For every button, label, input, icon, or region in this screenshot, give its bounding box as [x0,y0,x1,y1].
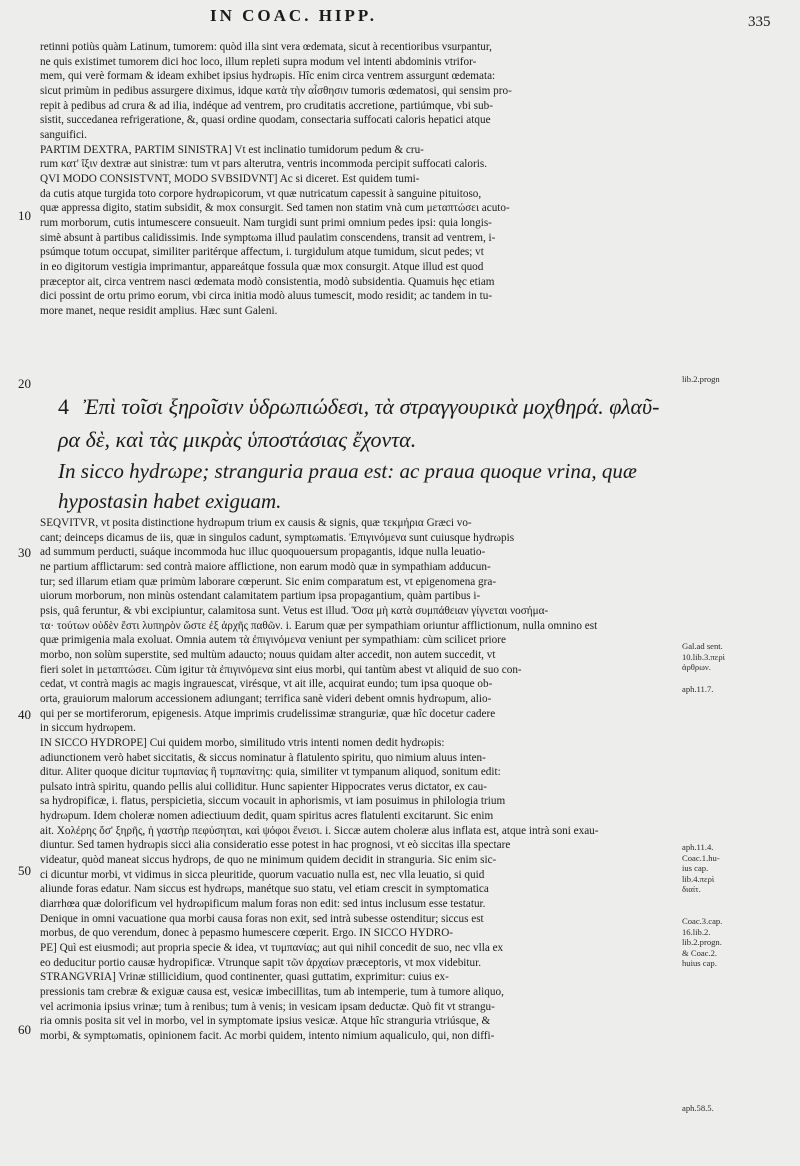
text-line: psis, quâ feruntur, & vbi excipiuntur, calamitosa sunt. Vetus est illud. Ὅσα μὴ κατὰ συμπάθειαν γίγνεται νοσήμα- [40,604,549,617]
text-line: sistit, succedanea refrigeratione, &, quasi ordine quodam, consectaria suffocati caloris hepatici atque [40,114,491,127]
text-line: orta, grauiorum malorum accessionem adiungant; terrifica sanè videri debent omnis hydrωpum, alio- [40,692,492,705]
line-number-20: 20 [18,376,31,391]
text-line: in eo digitorum vestigia imprimantur, appareátque fossula quæ mox consurgit. Atque illud est quod [40,260,484,273]
text-line: sa hydropificæ, i. flatus, perspicietia, siccum vocauit in aphorismis, vt iam posuimus in philologia trium [40,795,506,808]
line-number-60: 60 [18,1022,31,1037]
text-line: sicut primùm in pedibus assurgere diximus, idque κατὰ τὴν αἶσθησιν tumoris œdematosi, qui sensim pro- [40,84,512,97]
text-line: QVI MODO CONSISTVNT, MODO SVBSIDVNT] Ac si diceret. Est quidem tumi- [40,172,420,185]
text-line: aliunde foras edatur. Nam siccus est hydrωps, manétque suo statu, vel etiam crescit in symptomatica [40,883,489,896]
aphorism-latin: In sicco hydrωpe; stranguria praua est: ac praua quoque vrina, quæ hypostasin habet exiguam. [58,459,637,513]
aphorism-greek-text: Ἐπὶ τοῖσι ξηροῖσιν ὑδρωπιώδεσι, τὰ στραγγουρικὰ μοχθηρά. φλαῦ-ρα δὲ, καὶ τὰς μικρὰς ὑποστάσιας ἔχοντα. [58,394,660,452]
text-line: fieri solet in μεταπτώσει. Cùm igitur τὰ ἐπιγινόμενα sint eius morbi, qui tantùm abest vt aliquid de suo con- [40,663,522,676]
text-line: morbus, de quo verendum, donec à pepasmo humescere cœperit. Ergo. IN SICCO HYDRO- [40,927,454,940]
text-line: PARTIM DEXTRA, PARTIM SINISTRA] Vt est inclinatio tumidorum pedum & cru- [40,143,424,156]
text-line: da cutis atque turgida toto corpore hydrωpicorum, vt quæ nutricatum capessit à sanguine pituitoso, [40,187,482,200]
text-line: rum morborum, cutis intumescere consueuit. Nam turgidi sunt primi omnium pedes ipsi: quia longis- [40,216,492,229]
line-number-40: 40 [18,707,31,722]
text-line: in siccum hydrωpem. [40,722,136,735]
text-line: tur; sed illarum etiam quæ primùm laborare cœperunt. Sic enim comparatum est, vt epigenomena gra- [40,575,497,588]
text-line: ne partium afflictarum: sed contrà maiore afflictione, non earum modò quæ in sympathiam adducun- [40,560,491,573]
side-note-aph-11-7: aph.11.7. [682,684,714,694]
text-line: ria omnis posita sit vel in morbo, vel in symptomate ipsius vesicæ. Atque hîc stranguria vtriúsque, & [40,1015,491,1028]
text-line: simè absunt à partibus calidissimis. Inde symptωma illud paulatim conscendens, transit ad ventrem, i- [40,231,496,244]
text-line: SEQVITVR, vt posita distinctione hydrωpum trium ex causis & signis, quæ τεκμήρια Græci vo- [40,517,472,529]
text-line: diuntur. Sed tamen hydrωpis sicci alia consideratio esse potest in hac prognosi, vt eò siccitas illa spectare [40,839,511,852]
text-line: quæ primigenia mala exoluat. Omnia autem τὰ ἐπιγινόμενα veniunt per sympathiam: cùm scilicet priore [40,634,506,647]
text-line: morbi, & symptωmatis, opinionem facit. Ac morbi quidem, intento nimium aqualiculo, qui, non diffi- [40,1029,495,1042]
text-line: psúmque totum occupat, similiter paritérque affectum, i. turgidulum atque tumidum, sicut pedes; vt [40,246,484,259]
commentary-bottom [40,516,676,1044]
side-note-aph-58-5: aph.58.5. [682,1103,714,1113]
text-line: IN SICCO HYDROPE] Cui quidem morbo, similitudo vtris intenti nomen dedit hydrωpis: [40,736,445,749]
text-line: more manet, neque residit amplius. Hæc sunt Galeni. [40,304,278,317]
side-note-galen: Gal.ad sent. 10.lib.3.περὶ ἀρθρων. [682,641,725,672]
aphorism-number: 4 [58,394,69,419]
aphorism-greek [58,390,678,456]
page-number: 335 [748,14,771,30]
text-line: ne quis existimet tumorem dici hoc loco, illum repleti supra modum vel intenti abdominis vtrifor- [40,55,477,68]
text-line: ait. Χολέρης ὅσ' ξηρῆς, ἡ γαστὴρ πεφύσηται, καὶ ψόφοι ἔνεισι. i. Siccæ autem choleræ alus inflata est, atque intrà soni exau- [40,824,599,837]
side-note-prognostic: lib.2.progn [682,374,720,384]
text-line: ditur. Aliter quoque dicitur τυμπανίας ἢ τυμπανίτης: quia, similiter vt tympanum aliquod, sonitum edit: [40,766,501,779]
text-line: STRANGVRIA] Vrinæ stillicidium, quod continenter, quasi guttatim, exprimitur: cuius ex- [40,971,449,984]
running-head: IN COAC. HIPP. [210,6,377,25]
text-line: diarrhœa quæ dolorificum vel hydrωpificum malum foras non edit: sed intus inclusum esse testatur. [40,898,486,911]
text-line: sanguifici. [40,128,87,141]
text-line: cedat, vt contrà magis ac magis ingrauescat, virésque, vt ait ille, acquirat eundo; tum ipsa quoque ob- [40,678,493,691]
text-line: repit à pedibus ad crura & ad ilia, indéque ad ventrem, pro cruditatis accretione, partiúmque, vbi sub- [40,99,493,112]
text-line: ci dicuntur morbi, vt vidimus in sicca pleuritide, quorum vacuatio nulla est, nec vlla leuatio, si quid [40,868,485,881]
text-line: rum κατ' ἴξιν dextræ aut sinistræ: tum vt pars alterutra, ventris incommoda percipit suffocati caloris. [40,158,487,171]
text-line: dici possint de ortu primo eorum, vbi circa initia modò aluus tumescit, modo residit; ac tandem in tu- [40,290,493,303]
side-note-coac: Coac.3.cap. 16.lib.2. lib.2.progn. & Coac.2. huius cap. [682,916,723,968]
text-line: Denique in omni vacuatione qua morbi causa foras non exit, sed intrà subesse ostenditur; siccus est [40,912,484,925]
line-number-50: 50 [18,863,31,878]
text-line: hydrωpum. Idem choleræ nomen adiectiuum dedit, quam spiritus acres flatulenti excitarunt. Sic enim [40,810,494,823]
text-line: pulsato intrà spiritu, quando pellis alui colliditur. Hunc sapienter Hippocrates verus dictator, ex cau- [40,780,487,793]
side-note-aph-11-4: aph.11.4. Coac.1.hu- ius cap. lib.4.περὶ διαίτ. [682,842,720,894]
text-line: τα· τούτων οὐδὲν ἔστι λυπηρὸν ὥστε ἐξ ἀρχῆς παθῶν. i. Earum quæ per sympathiam oriuntur afflictionum, nulla omnino est [40,619,598,632]
text-line: præceptor ait, circa ventrem nasci œdemata modò consistentia, modò subsidentia. Quamuis hęc etiam [40,275,495,288]
text-line: videatur, quòd maneat siccus hydrops, de quo ne minimum quidem decidit in stranguria. Sic enim sic- [40,854,497,867]
text-line: adiunctionem verò habet siccitatis, & siccus nominatur à flatulento spiritu, quo nimium aluus inten- [40,751,486,764]
line-number-10: 10 [18,208,31,223]
text-line: qui per se mortiferorum, epigenesis. Atque imprimis crudelissimæ stranguriæ, quæ hîc docetur cadere [40,707,496,720]
commentary-top [40,40,676,318]
text-line: pressionis tam crebræ & exiguæ causa est, vesicæ imbecillitas, tum ab intemperie, tum à tumore aliquo, [40,986,504,998]
text-line: quæ appressa digito, statim subsidit, & mox consurgit. Sed tamen non statim vnà cum μεταπτώσει acuto- [40,202,510,215]
text-line: cant; deinceps dicamus de iis, quæ in singulos cadunt, symptωmatis. Ἐπιγινόμενα sunt cuiusque hydrωpis [40,531,515,544]
text-line: retinni potiùs quàm Latinum, tumorem: quòd illa sint vera œdemata, sicut à recentioribus vsurpantur, [40,41,492,53]
text-line: morbo, non solùm superstite, sed multùm adaucto; nouus quidam alter accedit, non autem succedit, vt [40,648,496,661]
text-line: uiorum morborum, non minùs ostendant calamitatem partium ipsa propagantium, quàm partibus i- [40,590,481,603]
text-line: eo deducitur portio causæ hydropificæ. Vtrunque sapit τῶν ἀρχαίων præceptoris, vt mox videbitur. [40,956,482,969]
text-line: PE] Quì est eiusmodi; aut propria specie & idea, vt τυμπανίας; aut qui nihil concedit de suo, nec vlla ex [40,942,504,955]
line-number-30: 30 [18,545,31,560]
text-line: ad summum perducti, suáque incommoda huc illuc quoquouersum propagantis, idque nulla leuatio- [40,546,486,559]
text-line: mem, qui verè formam & ideam exhibet ipsius hydrωpis. Hîc enim circa ventrem assurgunt œdemata: [40,70,496,83]
text-line: vel acrimonia ipsius vrinæ; tum à renibus; tum à venis; in vesicam ipsam deductæ. Quò fit vt strangu- [40,1000,495,1013]
